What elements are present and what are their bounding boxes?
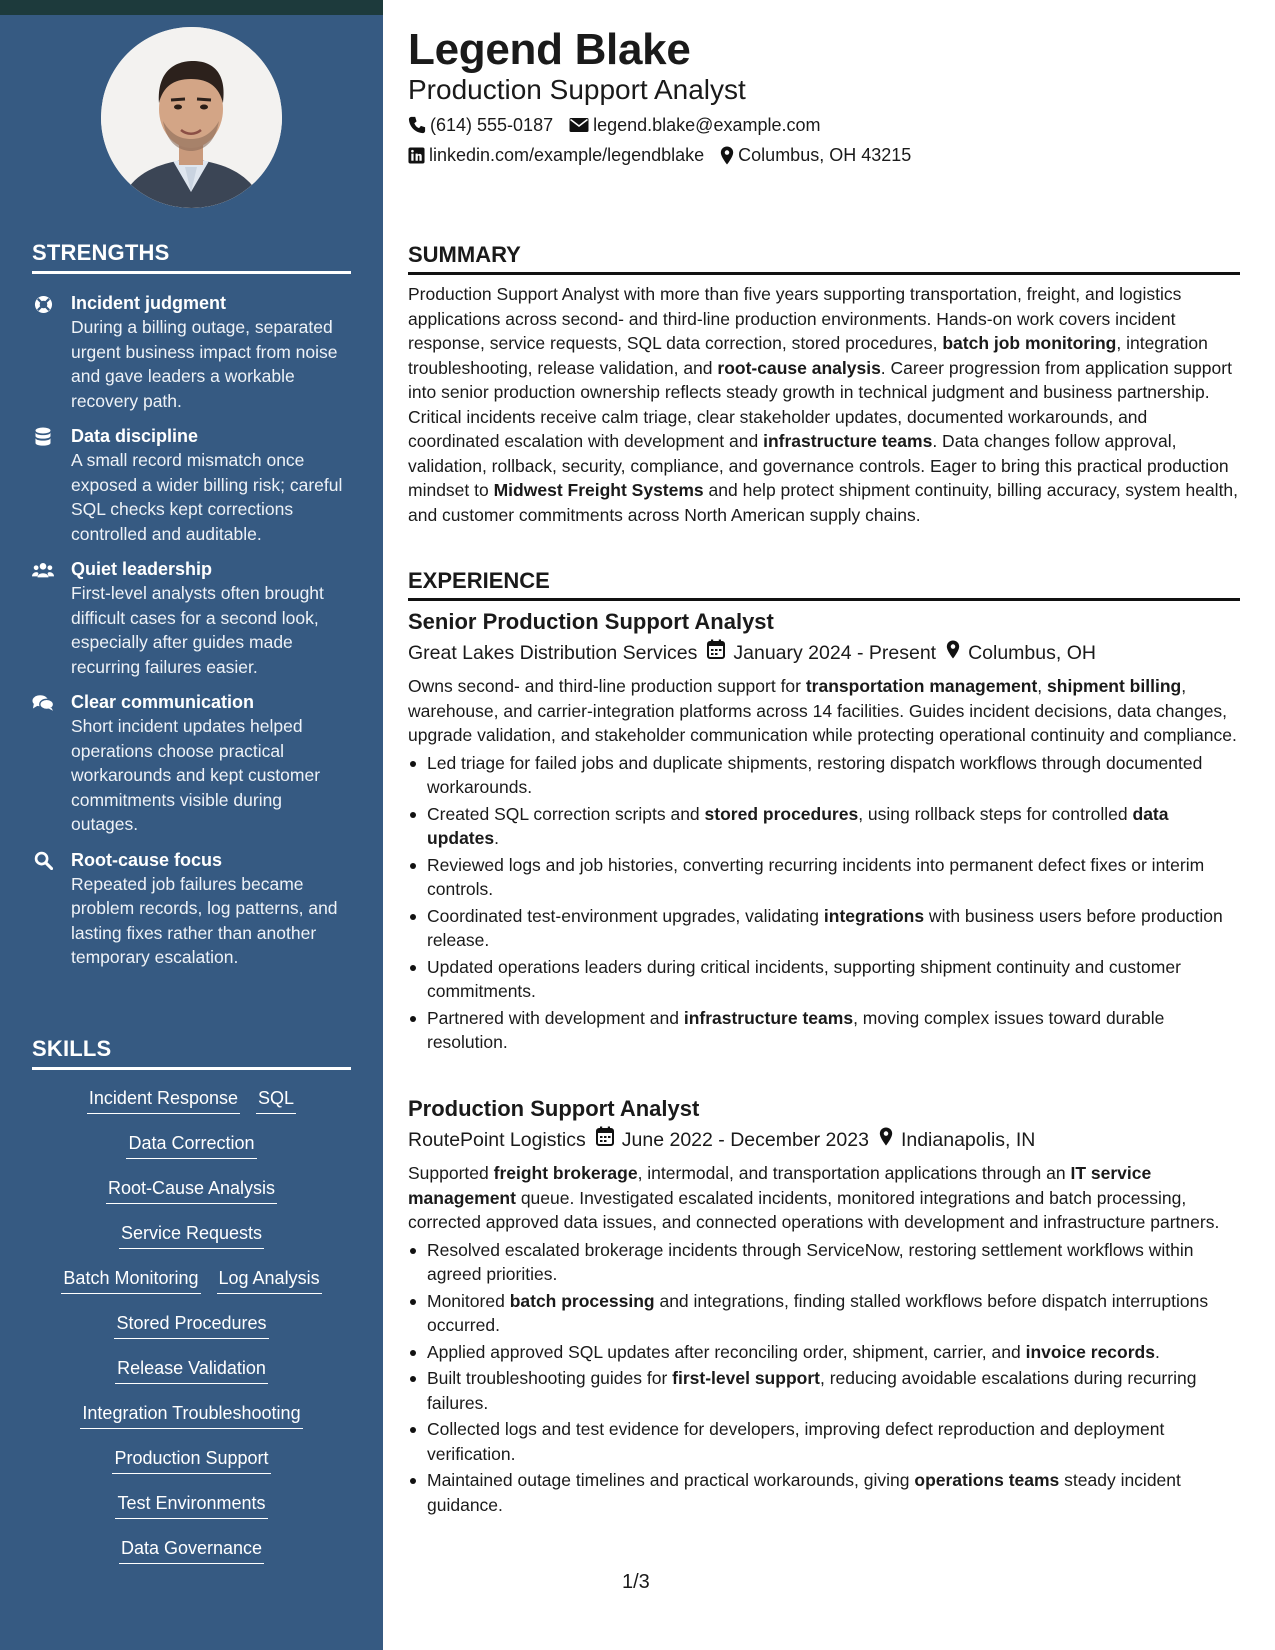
users-icon <box>32 560 54 580</box>
job-description: Supported freight brokerage, intermodal, and transportation applications through an IT service management queue. Investigated escalated incidents, monitored integrations and batch processing, corrected approved data issues, and connected operations with development and infrastructure partners. <box>408 1163 1220 1232</box>
profile-photo <box>101 27 282 208</box>
skills-section <box>32 1036 351 1564</box>
strength-title: Clear communication <box>71 692 255 712</box>
location-text: Indianapolis, IN <box>900 1129 1036 1151</box>
skill-tag: Incident Response <box>87 1086 240 1114</box>
life-ring-icon <box>32 294 54 314</box>
bullet-item: Monitored batch processing and integrations, finding stalled workflows before dispatch interruptions occurred. <box>408 1289 1240 1338</box>
skill-tag: SQL <box>256 1086 296 1114</box>
bullet-item: Led triage for failed jobs and duplicate shipments, restoring dispatch workflows through documented workarounds. <box>408 751 1240 800</box>
company-name: Great Lakes Distribution Services <box>408 642 698 664</box>
contact-line-1 <box>408 113 821 137</box>
job-meta <box>408 638 1240 668</box>
sidebar-top-bar <box>0 0 383 15</box>
skill-tag: Release Validation <box>115 1356 268 1384</box>
phone-icon <box>408 116 426 134</box>
page-number: 1/3 <box>622 1571 650 1593</box>
summary-highlight: root-cause analysis <box>717 357 881 378</box>
location-text: Columbus, OH <box>968 642 1096 664</box>
location-text: Columbus, OH 43215 <box>738 145 912 165</box>
comments-icon <box>32 693 54 713</box>
job-description: Owns second- and third-line production support for transportation management, shipment billing, warehouse, and carrier-integration platforms across 14 facilities. Guides incident decisions, data changes, upgrade validation, and stakeholder communication while protecting operational continuity and compliance. <box>408 676 1237 745</box>
contact-line-2 <box>408 143 911 167</box>
job-title: Production Support Analyst <box>408 1096 700 1121</box>
job-dates <box>707 638 936 668</box>
bullet-item: Created SQL correction scripts and stored procedures, using rollback steps for controlled data updates. <box>408 802 1240 851</box>
bullet-item: Updated operations leaders during critical incidents, supporting shipment continuity and customer commitments. <box>408 955 1240 1004</box>
date-range: January 2024 - Present <box>733 642 937 664</box>
job-title: Senior Production Support Analyst <box>408 609 774 634</box>
job-meta <box>408 1125 1240 1155</box>
email-address[interactable]: legend.blake@example.com <box>593 115 821 135</box>
strength-title: Root-cause focus <box>71 849 223 870</box>
location-contact <box>720 143 911 167</box>
strength-description: Short incident updates helped operations choose practical workarounds and kept customer commitments visible during outages. <box>71 716 321 834</box>
strength-item <box>32 558 351 679</box>
job-bullets <box>408 1238 1240 1518</box>
linkedin-contact[interactable] <box>408 143 704 167</box>
skill-tag: Data Correction <box>126 1131 256 1159</box>
candidate-role: Production Support Analyst <box>408 74 746 105</box>
strength-title: Data discipline <box>71 426 199 446</box>
strength-item <box>32 292 351 413</box>
job-dates <box>596 1125 869 1155</box>
skill-tag: Data Governance <box>119 1536 264 1564</box>
skill-tag: Log Analysis <box>217 1266 322 1294</box>
bullet-item: Reviewed logs and job histories, converting recurring incidents into permanent defect fixes or interim controls. <box>408 853 1240 902</box>
phone-contact <box>408 113 553 137</box>
candidate-name: Legend Blake <box>408 25 691 74</box>
sidebar <box>0 0 383 1650</box>
skill-tag: Stored Procedures <box>114 1311 268 1339</box>
map-pin-icon <box>879 1125 893 1155</box>
skills-list <box>32 1070 351 1564</box>
summary-highlight: Midwest Freight Systems <box>493 480 704 500</box>
map-pin-icon <box>720 146 734 165</box>
bullet-item: Applied approved SQL updates after reconciling order, shipment, carrier, and invoice records. <box>408 1340 1240 1365</box>
bullet-item: Maintained outage timelines and practical workarounds, giving operations teams steady incident guidance. <box>408 1468 1240 1517</box>
strength-item <box>32 425 351 546</box>
skill-tag: Root-Cause Analysis <box>106 1176 277 1204</box>
phone-number: (614) 555-0187 <box>430 115 554 135</box>
skill-tag: Integration Troubleshooting <box>80 1401 302 1429</box>
skill-tag: Batch Monitoring <box>61 1266 200 1294</box>
calendar-icon <box>707 638 725 668</box>
bullet-item: Collected logs and test evidence for developers, improving defect reproduction and deployment verification. <box>408 1417 1240 1466</box>
strength-description: Repeated job failures became problem records, log patterns, and lasting fixes rather than another temporary escalation. <box>71 873 338 967</box>
strength-description: First-level analysts often brought difficult cases for a second look, especially after guides made recurring failures easier. <box>71 583 324 677</box>
calendar-icon <box>596 1125 614 1155</box>
bullet-item: Resolved escalated brokerage incidents through ServiceNow, restoring settlement workflows within agreed priorities. <box>408 1238 1240 1287</box>
company-name: RoutePoint Logistics <box>408 1129 586 1151</box>
experience-heading: EXPERIENCE <box>408 568 1240 601</box>
skill-tag: Service Requests <box>119 1221 264 1249</box>
summary-text: Production Support Analyst with more than five years supporting transportation, freight, and logistics applications across second- and third-line production environments. Hands-on work covers incident response, service requests, SQL data correction, stored procedures, batch job monitoring, integration troubleshooting, release validation, and root-cause analysis. Career progression from application support into senior production ownership reflects steady growth in technical judgment and business partnership. Critical incidents receive calm triage, clear stakeholder updates, documented workarounds, and coordinated escalation with development and infrastructure teams. Data changes follow approval, validation, rollback, security, compliance, and governance controls. Eager to bring this practical production mindset to Midwest Freight Systems and help protect shipment continuity, billing accuracy, system health, and customer commitments across North American supply chains. <box>408 284 1239 525</box>
experience-entry <box>408 607 1240 1057</box>
strength-description: A small record mismatch once exposed a wider billing risk; careful SQL checks kept corrections controlled and auditable. <box>71 450 343 544</box>
strength-item <box>32 849 351 970</box>
bullet-item: Coordinated test-environment upgrades, validating integrations with business users before production release. <box>408 904 1240 953</box>
linkedin-icon <box>408 147 425 164</box>
strength-title: Incident judgment <box>71 293 226 313</box>
strengths-section <box>32 240 351 970</box>
summary-highlight: batch job monitoring <box>942 333 1117 353</box>
skill-tag: Test Environments <box>115 1491 267 1519</box>
envelope-icon <box>569 117 589 133</box>
job-bullets <box>408 751 1240 1055</box>
strength-item <box>32 691 351 837</box>
experience-entry <box>408 1094 1240 1519</box>
bullet-item: Partnered with development and infrastructure teams, moving complex issues toward durable resolution. <box>408 1006 1240 1055</box>
summary-highlight: infrastructure teams <box>763 431 933 451</box>
linkedin-url[interactable]: linkedin.com/example/legendblake <box>429 145 705 165</box>
skill-tag: Production Support <box>112 1446 270 1474</box>
strength-description: During a billing outage, separated urgent business impact from noise and gave leaders a workable recovery path. <box>71 317 338 411</box>
map-pin-icon <box>946 638 960 668</box>
job-location <box>946 638 1096 668</box>
bullet-item: Built troubleshooting guides for first-level support, reducing avoidable escalations during recurring failures. <box>408 1366 1240 1415</box>
email-contact[interactable] <box>569 113 820 137</box>
database-icon <box>32 427 54 447</box>
date-range: June 2022 - December 2023 <box>621 1129 869 1151</box>
skills-heading: SKILLS <box>32 1036 351 1070</box>
strengths-heading: STRENGTHS <box>32 240 351 274</box>
strength-title: Quiet leadership <box>71 559 213 579</box>
summary-heading: SUMMARY <box>408 242 1240 275</box>
search-icon <box>32 851 54 871</box>
job-location <box>879 1125 1035 1155</box>
